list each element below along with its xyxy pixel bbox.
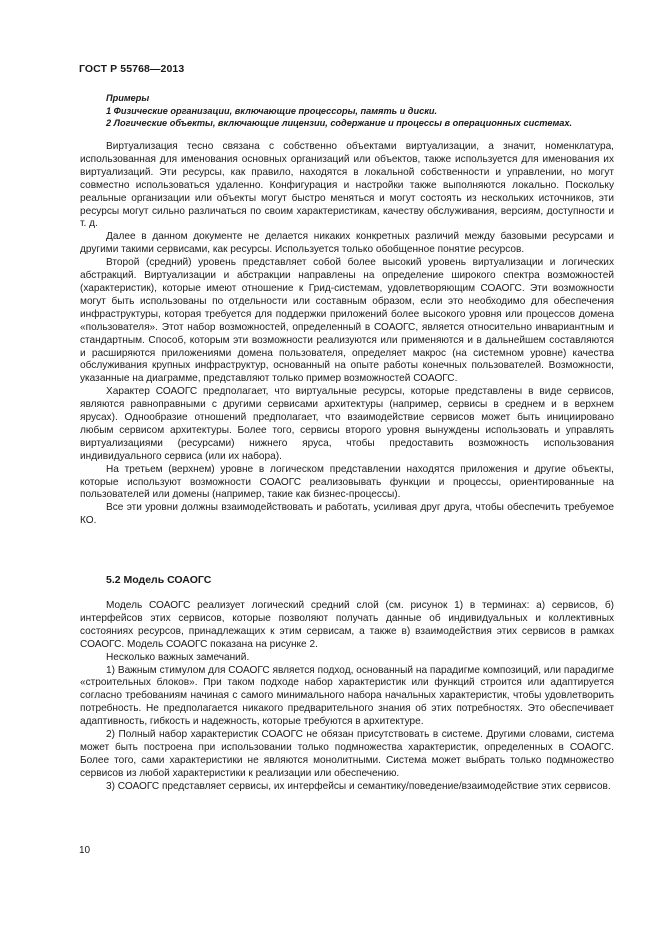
section-title: 5.2 Модель СОАОГС (106, 574, 212, 586)
example-item: 2 Логические объекты, включающие лицензии, содержание и процессы в операционных системах. (106, 118, 573, 129)
example-item: 1 Физические организации, включающие процессоры, память и диски. (106, 105, 438, 116)
paragraph: Несколько важных замечаний. (106, 651, 250, 663)
paragraph: Модель СОАОГС реализует логический средний слой (см. рисунок 1) в терминах: а) сервисов, б) интерфейсов этих сервисов, которые позволяют получать данные об индивидуальных и коллективных состояниях ресурсов, принадлежащих к этим сервисам, а также в) взаимодействия этих сервисов в рамках СОАОГС. Модель СОАОГС показана на рисунке 2. (80, 600, 614, 650)
paragraph: 2) Полный набор характеристик СОАОГС не обязан присутствовать в системе. Другими словами, система может быть построена при использовании только подмножества характеристик, определенных в СОАОГС. Более того, сами характеристики не являются монолитными. Система может выбрать только подмножество сервисов из любой характеристики к реализации или обеспечению. (80, 729, 614, 779)
paragraph: На третьем (верхнем) уровне в логическом представлении находятся приложения и другие объекты, которые используют возможности СОАОГС реализовывать функции и процессы, ориентированные на пользователей или домены (например, такие как бизнес-процессы). (80, 463, 614, 501)
paragraph: Виртуализация тесно связана с собственно объектами виртуализации, а значит, номенклатура, использованная для именования основных организаций или объектов, также используется для именования их виртуализаций. Эти ресурсы, как правило, находятся в локальной собственности и управлении, но могут совместно использоваться удаленно. Конфигурация и настройки также выполняются локально. Поскольку реальные организации или объекты могут быстро меняться и могут состоять из нескольких источников, эти ресурсы могут сильно различаться по своим характеристикам, качеству обслуживания, версиям, доступности и т. д. (80, 141, 614, 230)
document-header: ГОСТ Р 55768—2013 (79, 63, 185, 75)
page-number: 10 (79, 845, 91, 856)
paragraph: 1) Важным стимулом для СОАОГС является подход, основанный на парадигме композиций, или парадигме «строительных блоков». При таком подходе набор характеристик или функций строится или адаптируется согласно требованиям начиная с самого минимального набора начальных характеристик, чтобы удовлетворить потребность. Не предполагается никакого предварительного знания об этих потребностях. Это обеспечивает адаптивность, гибкость и надежность, которые требуются в архитектуре. (80, 664, 614, 728)
examples-note (106, 92, 606, 130)
paragraph: Все эти уровни должны взаимодействовать и работать, усиливая друг друга, чтобы обеспечить требуемое КО. (80, 502, 614, 527)
paragraph: Второй (средний) уровень представляет собой более высокий уровень виртуализации и логических абстракций. Виртуализации и абстракции направлены на определение широкого спектра возможностей (характеристик), которые имеют отношение к Грид-системам, удовлетворяющим СОАОГС. Эти возможности могут быть использованы по отдельности или составным образом, если это необходимо для обеспечения инфраструктуры, которая требуется для поддержки приложений более высокого уровня или процессов домена «пользователя». Этот набор возможностей, определенный в СОАОГС, является относительно инвариантным и стандартным. Способ, которым эти возможности реализуются или применяются и в дальнейшем составляются и расширяются приложениями домена пользователя, определяет макрос (на системном уровне) качества обслуживания крупных инфраструктур, основанный на опыте работы конечных пользователей. Возможности, указанные на диаграмме, представляют только пример возможностей СОАОГС. (80, 257, 614, 385)
paragraph: Характер СОАОГС предполагает, что виртуальные ресурсы, которые представлены в виде сервисов, являются равноправными с другими сервисами архитектуры (например, сервисы в среднем и в верхнем ярусах). Однообразие отношений предполагает, что взаимодействие сервисов может быть инициировано любым сервисом архитектуры. Более того, сервисы второго уровня вынуждены использовать и управлять виртуализациями (ресурсами) нижнего яруса, чтобы предоставить возможность использования индивидуального сервиса (или их набора). (80, 386, 614, 462)
paragraph: 3) СОАОГС представляет сервисы, их интерфейсы и семантику/поведение/взаимодействие этих сервисов. (106, 780, 611, 792)
paragraph: Далее в данном документе не делается никаких конкретных различий между базовыми ресурсами и другими такими сервисами, как ресурсы. Используется только обобщенное понятие ресурсов. (80, 231, 614, 256)
section-body (80, 600, 614, 794)
body-text (80, 141, 614, 528)
examples-heading: Примеры (106, 93, 150, 103)
